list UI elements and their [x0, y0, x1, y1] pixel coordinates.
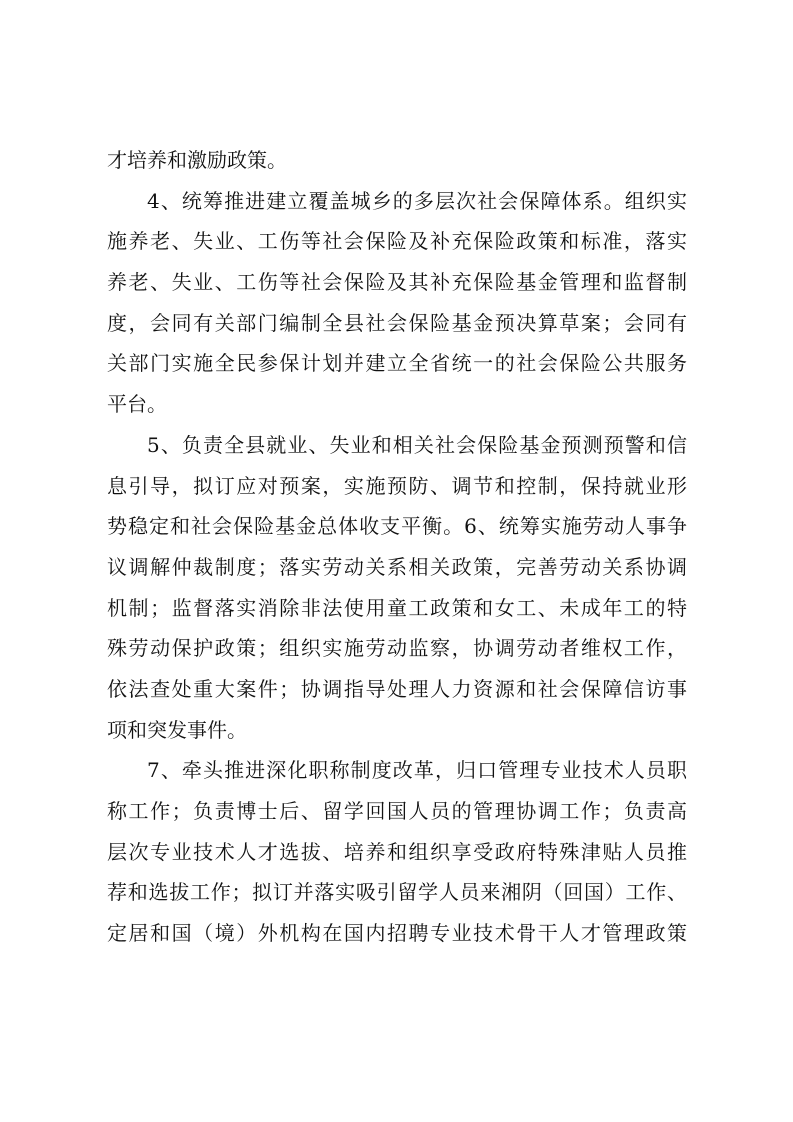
text-line: 层次专业技术人才选拔、培养和组织享受政府特殊津贴人员推	[107, 839, 687, 864]
text-line: 议调解仲裁制度；落实劳动关系相关政策，完善劳动关系协调	[107, 554, 687, 579]
body-text	[107, 140, 687, 954]
text-line: 度，会同有关部门编制全县社会保险基金预决算草案；会同有	[107, 310, 687, 335]
text-line: 荐和选拔工作；拟订并落实吸引留学人员来湘阴（回国）工作、	[107, 880, 687, 905]
text-line: 关部门实施全民参保计划并建立全省统一的社会保险公共服务	[107, 351, 687, 376]
text-line: 息引导，拟订应对预案，实施预防、调节和控制，保持就业形	[107, 473, 687, 498]
paragraph-4-start: 4、统筹推进建立覆盖城乡的多层次社会保障体系。组织实	[147, 188, 687, 213]
text-line: 平台。	[107, 392, 167, 417]
paragraph-5-start: 5、负责全县就业、失业和相关社会保险基金预测预警和信	[147, 432, 687, 457]
text-line: 才培养和激励政策。	[107, 148, 287, 172]
text-line: 势稳定和社会保险基金总体收支平衡。6、统筹实施劳动人事争	[107, 514, 687, 539]
text-line: 依法查处重大案件；协调指导处理人力资源和社会保障信访事	[107, 676, 687, 701]
text-line: 项和突发事件。	[107, 717, 247, 742]
paragraph-7-start: 7、牵头推进深化职称制度改革，归口管理专业技术人员职	[147, 758, 687, 783]
text-line: 称工作；负责博士后、留学回国人员的管理协调工作；负责高	[107, 799, 687, 823]
text-line: 养老、失业、工伤等社会保险及其补充保险基金管理和监督制	[107, 270, 687, 295]
text-line: 定居和国（境）外机构在国内招聘专业技术骨干人才管理政策	[107, 921, 687, 946]
text-line: 施养老、失业、工伤等社会保险及补充保险政策和标准，落实	[107, 229, 687, 254]
text-line: 殊劳动保护政策；组织实施劳动监察，协调劳动者维权工作，	[107, 636, 687, 661]
text-line: 机制；监督落实消除非法使用童工政策和女工、未成年工的特	[107, 595, 687, 620]
